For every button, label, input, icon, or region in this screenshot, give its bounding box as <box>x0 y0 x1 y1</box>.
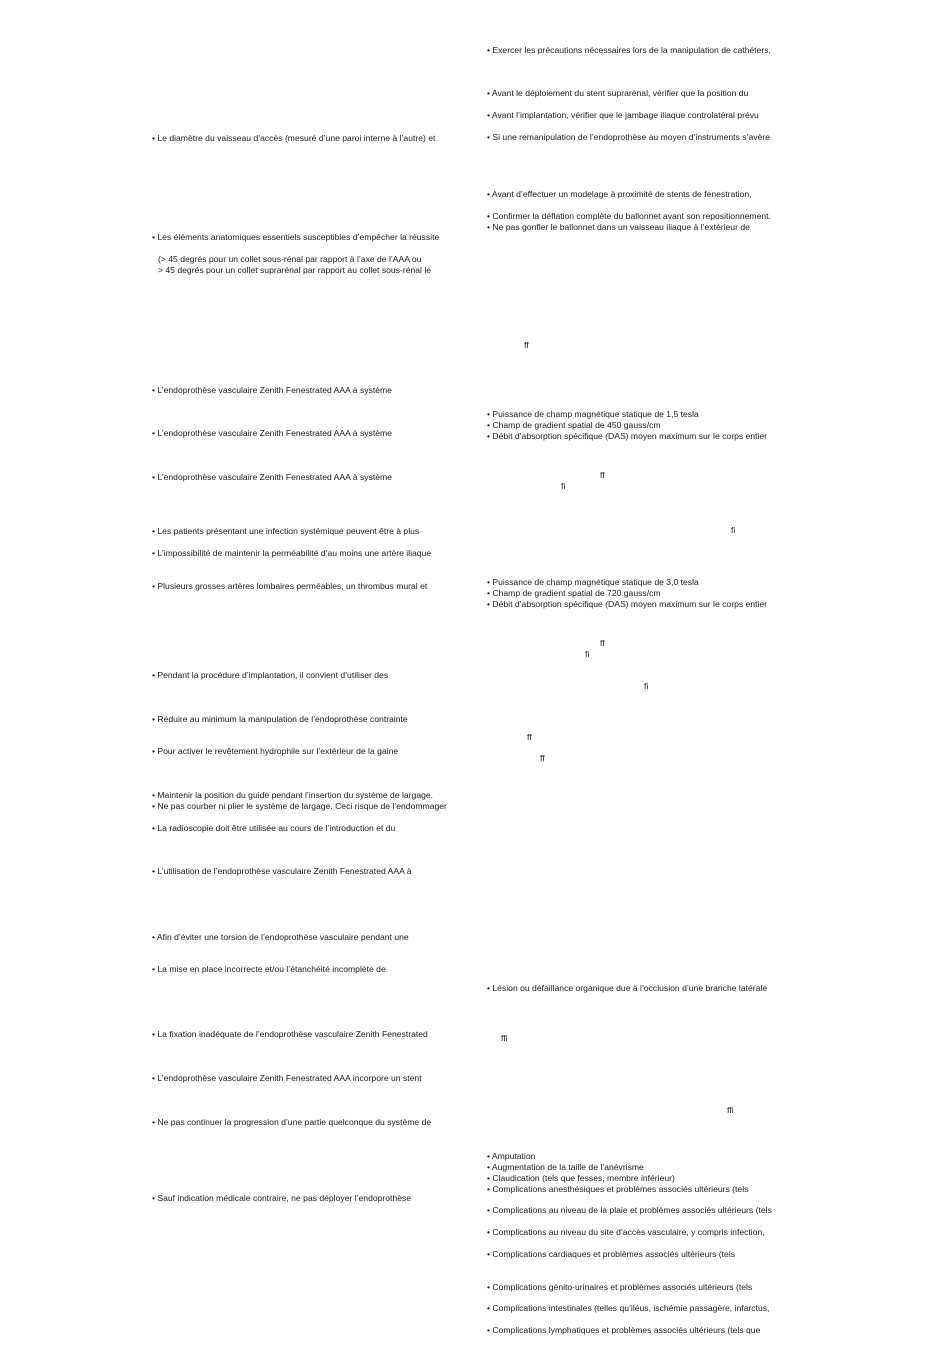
left-text-line: • Plusieurs grosses artères lombaires perméables, un thrombus mural et <box>152 581 428 591</box>
ligature-fragment: ff <box>600 638 605 648</box>
left-text-line: • Sauf indication médicale contraire, ne pas déployer l’endoprothèse <box>152 1193 412 1203</box>
right-text-line: • Avant d’effectuer un modelage à proximité de stents de fenestration, <box>487 189 752 199</box>
right-text-line: • Augmentation de la taille de l’anévrisme <box>487 1162 644 1172</box>
right-text-line: • Complications intestinales (telles qu’iléus, ischémie passagère, infarctus, <box>487 1303 770 1313</box>
right-text-line: • Puissance de champ magnétique statique de 3,0 tesla <box>487 577 699 587</box>
right-text-line: • Claudication (tels que fesses, membre inférieur) <box>487 1173 675 1183</box>
right-text-line: • Débit d’absorption spécifique (DAS) moyen maximum sur le corps entier <box>487 599 768 609</box>
ligature-fragment: ff <box>527 732 532 742</box>
ligature-fragment: fi <box>644 681 649 691</box>
right-text-line: • Amputation <box>487 1151 536 1161</box>
right-text-line: • Complications cardiaques et problèmes associés ultérieurs (tels <box>487 1249 736 1259</box>
left-text-line: • Ne pas courber ni plier le système de largage. Ceci risque de l’endommager <box>152 801 447 811</box>
ligature-fragment: ff <box>540 753 545 763</box>
right-text-line: • Complications lymphatiques et problèmes associés ultérieurs (tels que <box>487 1325 761 1335</box>
left-text-line: • Pendant la procédure d’implantation, il convient d’utiliser des <box>152 670 389 680</box>
right-text-line: • Puissance de champ magnétique statique de 1,5 tesla <box>487 409 699 419</box>
ligature-fragment: fi <box>561 481 566 491</box>
left-text-line: • Ne pas continuer la progression d’une partie quelconque du système de <box>152 1117 432 1127</box>
left-text-line: • L’endoprothèse vasculaire Zenith Fenestrated AAA incorpore un stent <box>152 1073 422 1083</box>
right-text-line: • Si une remanipulation de l’endoprothèse au moyen d’instruments s’avère <box>487 132 770 142</box>
right-text-line: • Complications au niveau de la plaie et problèmes associés ultérieurs (tels <box>487 1205 772 1215</box>
right-text-line: • Débit d’absorption spécifique (DAS) moyen maximum sur le corps entier <box>487 431 768 441</box>
left-text-line: • Réduire au minimum la manipulation de l’endoprothèse contrainte <box>152 714 408 724</box>
left-text-line: • Le diamètre du vaisseau d’accès (mesuré d’une paroi interne à l’autre) et <box>152 133 436 143</box>
left-text-line: • La mise en place incorrecte et/ou l’étanchéité incomplète de <box>152 964 386 974</box>
right-text-line: • Complications au niveau du site d’accès vasculaire, y compris infection, <box>487 1227 765 1237</box>
right-text-line: • Complications génito-urinaires et problèmes associés ultérieurs (tels <box>487 1282 753 1292</box>
right-text-line: • Avant le déploiement du stent suprarénal, vérifier que la position du <box>487 88 749 98</box>
left-text-line: > 45 degrés pour un collet suprarénal par rapport au collet sous-rénal le <box>158 265 432 275</box>
ligature-fragment: ff <box>600 470 605 480</box>
ligature-fragment: ffi <box>727 1105 734 1115</box>
left-text-line: • L’endoprothèse vasculaire Zenith Fenestrated AAA à système <box>152 472 392 482</box>
right-text-line: • Confirmer la déflation complète du ballonnet avant son repositionnement. <box>487 211 771 221</box>
left-text-line: • Pour activer le revêtement hydrophile sur l’extérieur de la gaine <box>152 746 399 756</box>
left-text-line: • L’endoprothèse vasculaire Zenith Fenestrated AAA à système <box>152 385 392 395</box>
ligature-fragment: ff <box>524 340 529 350</box>
ligature-fragment: ffi <box>501 1033 508 1043</box>
right-text-line: • Champ de gradient spatial de 720 gauss/cm <box>487 588 661 598</box>
right-text-line: • Avant l’implantation, vérifier que le jambage iliaque controlatéral prévu <box>487 110 759 120</box>
left-text-line: • Afin d’éviter une torsion de l’endoprothèse vasculaire pendant une <box>152 932 409 942</box>
left-text-line: • Les patients présentant une infection systémique peuvent être à plus <box>152 526 420 536</box>
left-text-line: • Les éléments anatomiques essentiels susceptibles d’empêcher la réussite <box>152 232 440 242</box>
left-text-line: (> 45 degrés pour un collet sous-rénal par rapport à l’axe de l’AAA ou <box>158 254 422 264</box>
right-text-line: • Lésion ou défaillance organique due à l’occlusion d’une branche latérale <box>487 983 768 993</box>
ligature-fragment: fi <box>585 649 590 659</box>
left-text-line: • L’impossibilité de maintenir la perméabilité d’au moins une artère iliaque <box>152 548 432 558</box>
left-text-line: • La radioscopie doit être utilisée au cours de l’introduction et du <box>152 823 396 833</box>
ligature-fragment: fi <box>731 525 736 535</box>
right-text-line: • Complications anesthésiques et problèmes associés ultérieurs (tels <box>487 1184 749 1194</box>
left-text-line: • L’utilisation de l’endoprothèse vasculaire Zenith Fenestrated AAA à <box>152 866 412 876</box>
left-text-line: • La fixation inadéquate de l’endoprothèse vasculaire Zenith Fenestrated <box>152 1029 428 1039</box>
right-text-line: • Exercer les précautions nécessaires lors de la manipulation de cathéters, <box>487 45 771 55</box>
left-text-line: • L’endoprothèse vasculaire Zenith Fenestrated AAA à système <box>152 428 392 438</box>
left-text-line: • Maintenir la position du guide pendant l’insertion du système de largage. <box>152 790 434 800</box>
right-text-line: • Champ de gradient spatial de 450 gauss/cm <box>487 420 661 430</box>
right-text-line: • Ne pas gonfler le ballonnet dans un vaisseau iliaque à l’extérieur de <box>487 222 750 232</box>
